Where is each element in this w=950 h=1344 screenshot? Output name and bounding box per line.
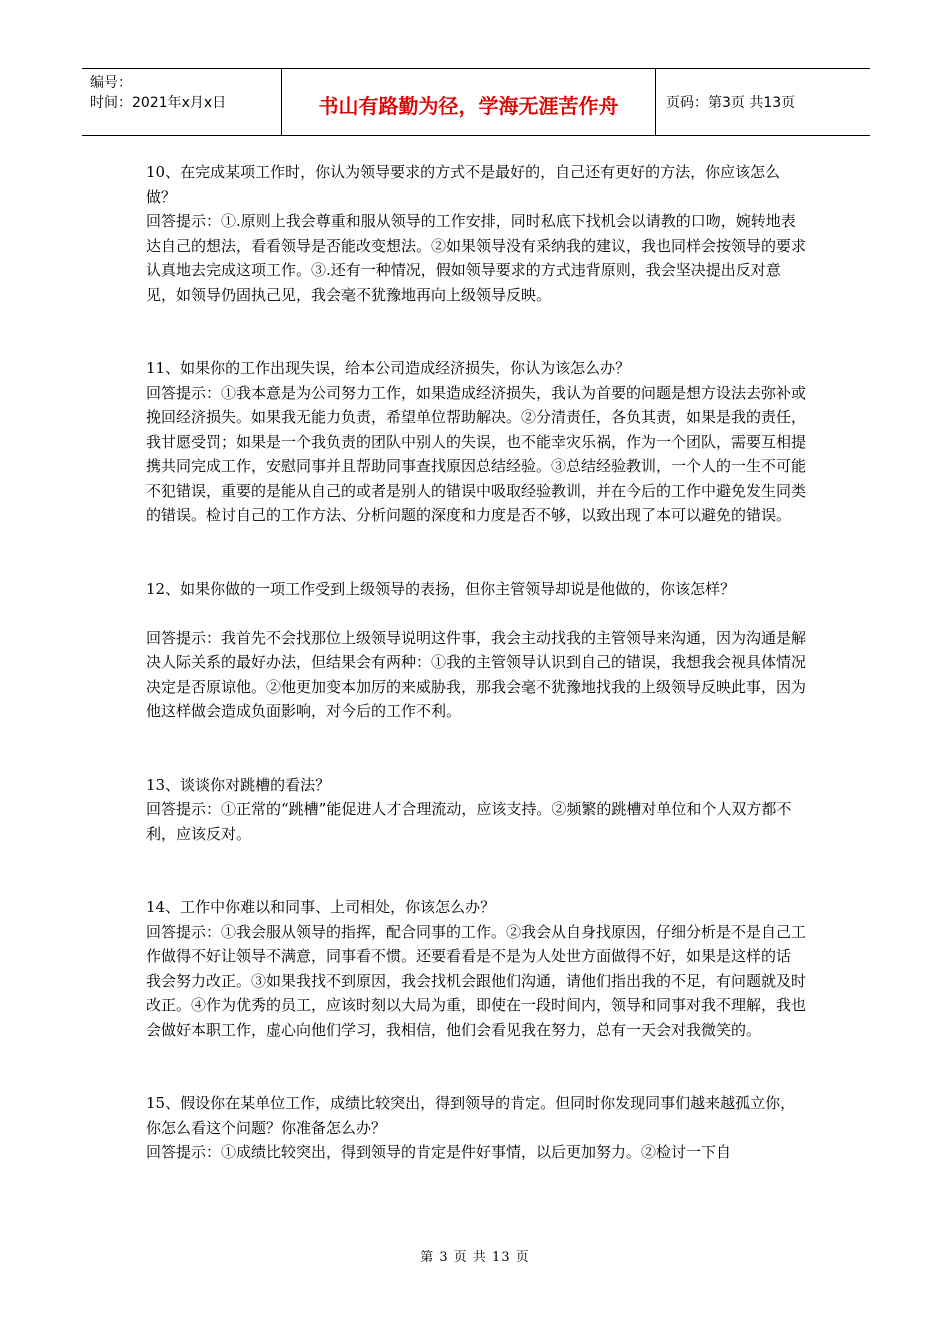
qa-section-11 xyxy=(146,356,810,528)
answer: 回答提示：①我会服从领导的指挥，配合同事的工作。②我会从自身找原因，仔细分析是不是自己工作做得不好让领导不满意，同事看不惯。还要看看是不是为人处世方面做得不好，如果是这样的话 我会努力改正。③如果我找不到原因，我会找机会跟他们沟通，请他们指出我的不足，有问题就及时改正。④作为优秀的员工，应该时刻以大局为重，即使在一段时间内，领导和同事对我不理解，我也会做好本职工作，虚心向他们学习，我相信，他们会看见我在努力，总有一天会对我微笑的。 xyxy=(146,922,807,1039)
qa-section-14 xyxy=(146,895,810,1042)
document-number-label: 编号： xyxy=(90,75,132,91)
answer: 回答提示：①正常的“跳槽”能促进人才合理流动，应该支持。②频繁的跳槽对单位和个人双方都不利，应该反对。 xyxy=(146,800,792,843)
qa-section-12 xyxy=(146,577,810,724)
page-header xyxy=(82,68,870,136)
answer: 回答提示：我首先不会找那位上级领导说明这件事，我会主动找我的主管领导来沟通，因为沟通是解决人际关系的最好办法，但结果会有两种：①我的主管领导认识到自己的错误，我想我会视具体情况决定是否原谅他。②他更加变本加厉的来威胁我，那我会毫不犹豫地找我的上级领导反映此事，因为他这样做会造成负面影响，对今后的工作不利。 xyxy=(146,628,807,720)
page-footer: 第 3 页 共 13 页 xyxy=(420,1250,530,1265)
answer: 回答提示：①成绩比较突出，得到领导的肯定是件好事情，以后更加努力。②检讨一下自 xyxy=(146,1143,732,1161)
document-body xyxy=(146,160,810,1165)
qa-section-10 xyxy=(146,160,810,307)
header-page-info: 页码：第3页 共13页 xyxy=(666,95,796,111)
question: 15、假设你在某单位工作，成绩比较突出，得到领导的肯定。但同时你发现同事们越来越孤立你，你怎么看这个问题？你准备怎么办？ xyxy=(146,1094,796,1137)
qa-section-15 xyxy=(146,1091,810,1165)
qa-section-13 xyxy=(146,773,810,847)
header-meta xyxy=(82,69,282,135)
answer: 回答提示：①.原则上我会尊重和服从领导的工作安排，同时私底下找机会以请教的口吻，婉转地表达自己的想法，看看领导是否能改变想法。②如果领导没有采纳我的建议，我也同样会按领导的要求认真地去完成这项工作。③.还有一种情况，假如领导要求的方式违背原则，我会坚决提出反对意见，如领导仍固执己见，我会毫不犹豫地再向上级领导反映。 xyxy=(146,212,807,304)
question: 10、在完成某项工作时，你认为领导要求的方式不是最好的，自己还有更好的方法，你应该怎么做？ xyxy=(146,163,781,206)
document-date-label: 时间：2021年x月x日 xyxy=(90,95,227,111)
answer: 回答提示：①我本意是为公司努力工作，如果造成经济损失，我认为首要的问题是想方设法去弥补或挽回经济损失。如果我无能力负责，希望单位帮助解决。②分清责任，各负其责，如果是我的责任，我甘愿受罚；如果是一个我负责的团队中别人的失误，也不能幸灾乐祸，作为一个团队，需要互相提携共同完成工作，安慰同事并且帮助同事查找原因总结经验。③总结经验教训，一个人的一生不可能不犯错误，重要的是能从自己的或者是别人的错误中吸取经验教训，并在今后的工作中避免发生同类的错误。检讨自己的工作方法、分析问题的深度和力度是否不够，以致出现了本可以避免的错误。 xyxy=(146,383,807,524)
question: 11、如果你的工作出现失误，给本公司造成经济损失，你认为该怎么办？ xyxy=(146,359,631,377)
question: 13、谈谈你对跳槽的看法？ xyxy=(146,775,331,794)
question: 14、工作中你难以和同事、上司相处，你该怎么办？ xyxy=(146,898,496,916)
header-motto: 书山有路勤为径，学海无涯苦作舟 xyxy=(282,69,656,135)
question: 12、如果你做的一项工作受到上级领导的表扬，但你主管领导却说是他做的，你该怎样？ xyxy=(146,579,736,598)
